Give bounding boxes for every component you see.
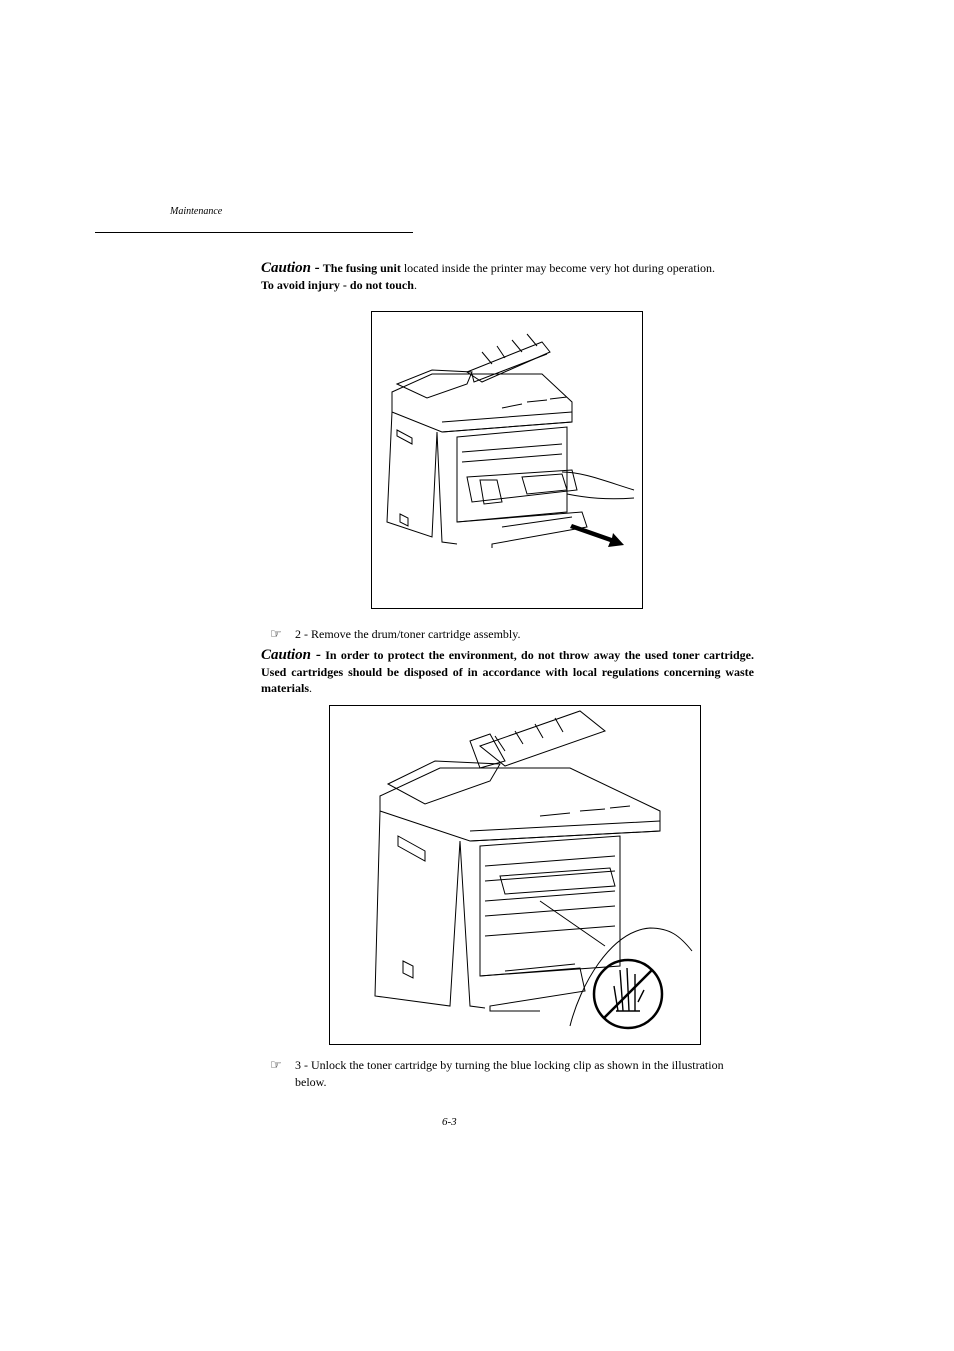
printer-do-not-touch-illustration: [330, 706, 700, 1044]
caution-text: located inside the printer may become very hot during operation.: [400, 261, 716, 275]
figure-remove-cartridge: [371, 311, 643, 609]
page-number: 6-3: [442, 1116, 457, 1128]
caution-environment: [261, 647, 754, 697]
step-2-text: 2 - Remove the drum/toner cartridge assembly.: [295, 627, 521, 641]
caution-fusing-unit: [261, 260, 754, 293]
caution-bold-fusing-unit: The fusing unit: [322, 261, 401, 275]
caution-end: .: [413, 277, 417, 292]
caution-end: .: [308, 681, 312, 695]
step-3: [270, 1057, 754, 1091]
step-2: [270, 626, 754, 643]
running-header: Maintenance: [170, 206, 223, 217]
step-3-text: 3 - Unlock the toner cartridge by turning the blue locking clip as shown in the illustration below.: [295, 1058, 724, 1089]
caution-label: Caution -: [261, 647, 322, 663]
pointing-hand-icon: ☞: [270, 627, 282, 642]
pointing-hand-icon: ☞: [270, 1058, 282, 1073]
printer-remove-cartridge-illustration: [372, 312, 642, 608]
caution-label: Caution -: [261, 260, 320, 276]
caution-bold-avoid-injury: To avoid injury - do not touch: [261, 277, 414, 292]
header-rule: [95, 232, 413, 233]
figure-do-not-touch: [329, 705, 701, 1045]
caution-environment-text: In order to protect the environment, do not throw away the used toner cartridge. Used cartridges should be disposed of in accordance with local regulations concerning waste materials: [261, 648, 754, 695]
